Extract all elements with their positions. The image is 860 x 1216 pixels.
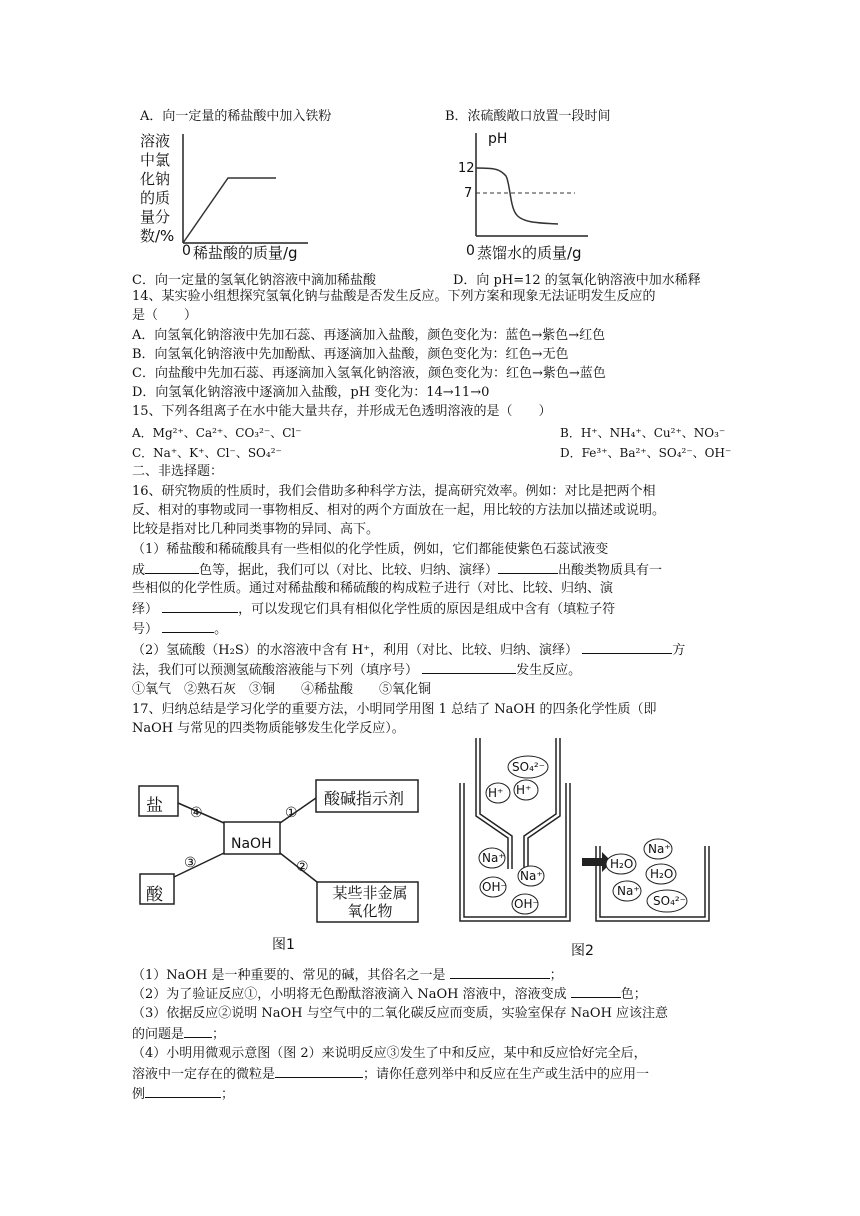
q16-options: ①氧气 ②熟石灰 ③铜 ④稀盐酸 ⑤氧化铜	[132, 682, 432, 697]
answer-blank[interactable]	[422, 661, 516, 674]
fig1-acid-label: 酸	[146, 885, 163, 905]
q17-sub3-line1: （3）依据反应②说明 NaOH 与空气中的二氧化碳反应而变质，实验室保存 NaOH 应该注意	[132, 1006, 669, 1021]
fig1-caption: 图1	[272, 937, 295, 953]
q14-stem-line2: 是（ ）	[132, 308, 198, 323]
q14-stem-line1: 14、某实验小组想探究氢氧化钠与盐酸是否发生反应。下列方案和现象无法证明发生反应的	[132, 289, 656, 304]
fig2-hydroxide-ion-2: OH⁻	[514, 897, 539, 911]
graph1-xlabel: 稀盐酸的质量/g	[193, 244, 298, 262]
fig1-indicator-label: 酸碱指示剂	[324, 789, 405, 808]
fig2-result-sodium-1: Na⁺	[648, 842, 671, 856]
fig2-result-water-2: H₂O	[650, 867, 674, 881]
fig1-naoh-label: NaOH	[231, 836, 272, 852]
fig2-sodium-ion-2: Na⁺	[520, 869, 543, 883]
q13-option-d: D．向 pH=12 的氢氧化钠溶液中加水稀释	[453, 273, 701, 288]
answer-blank[interactable]	[450, 966, 550, 979]
graph2-ylabel: pH	[488, 131, 508, 147]
q13-option-a: A．向一定量的稀盐酸中加入铁粉	[140, 109, 332, 124]
fig1-salt-label: 盐	[146, 796, 163, 816]
graph-ph-dilution	[470, 128, 590, 258]
q13-option-b: B．浓硫酸敞口放置一段时间	[445, 109, 611, 124]
answer-blank[interactable]	[162, 620, 214, 633]
fig2-sulfate-ion: SO₄²⁻	[512, 760, 546, 774]
fig2-caption: 图2	[571, 943, 594, 959]
q16-part1-line5: 号） 。	[132, 622, 228, 637]
answer-blank[interactable]	[145, 1085, 221, 1098]
q14-option-a: A．向氢氧化钠溶液中先加石蕊、再逐滴加入盐酸，颜色变化为：蓝色→紫色→红色	[132, 328, 606, 343]
q16-line3: 比较是指对比几种同类事物的异同、高下。	[132, 522, 380, 537]
q16-part1-line4: 绎） ，可以发现它们具有相似化学性质的原因是组成中含有（填粒子符	[132, 602, 616, 617]
answer-blank[interactable]	[571, 985, 621, 998]
graph2-origin: 0	[466, 243, 475, 259]
q15-option-c: C．Na⁺、K⁺、Cl⁻、SO₄²⁻	[132, 446, 282, 460]
q14-option-c: C．向盐酸中先加石蕊、再逐滴加入氢氧化钠溶液，颜色变化为：红色→紫色→蓝色	[132, 366, 606, 381]
fig1-num-4: ④	[190, 805, 203, 821]
fig2-hydrogen-ion-1: H⁺	[488, 786, 504, 800]
q17-sub2: （2）为了验证反应①，小明将无色酚酞溶液滴入 NaOH 溶液中，溶液变成 色；	[132, 987, 647, 1002]
q14-option-d: D．向氢氧化钠溶液中逐滴加入盐酸，pH 变化为：14→11→0	[132, 385, 490, 400]
q16-line1: 16、研究物质的性质时，我们会借助多种科学方法，提高研究效率。例如：对比是把两个相	[132, 484, 656, 499]
q17-sub4-line2: 溶液中一定存在的微粒是 ；请你任意列举中和反应在生产或生活中的应用一	[132, 1067, 650, 1082]
fig1-num-2: ②	[296, 859, 309, 875]
answer-blank[interactable]	[184, 1025, 212, 1038]
graph2-tick-7: 7	[464, 186, 473, 201]
graph2-tick-12: 12	[458, 161, 475, 176]
q15-option-d: D．Fe³⁺、Ba²⁺、SO₄²⁻、OH⁻	[560, 446, 732, 460]
q16-part2-line2: 法，我们可以预测氢硫酸溶液能与下列（填序号） 发生反应。	[132, 663, 582, 678]
q16-line2: 反、相对的事物或同一事物相反、相对的两个方面放在一起，用比较的方法加以描述或说明。	[132, 503, 666, 518]
q17-sub1: （1）NaOH 是一种重要的、常见的碱，其俗名之一是 ；	[132, 968, 563, 983]
fig2-sodium-ion-1: Na⁺	[482, 851, 505, 865]
fig2-hydrogen-ion-2: H⁺	[516, 783, 532, 797]
q17-sub3-line2: 的问题是 ；	[132, 1027, 226, 1042]
q17-sub4-line1: （4）小明用微观示意图（图 2）来说明反应③发生了中和反应，某中和反应恰好完全后，	[132, 1046, 647, 1061]
graph1-ylabel: 溶液 中氯 化钠 的质 量分 数/%	[140, 132, 175, 245]
answer-blank[interactable]	[498, 561, 558, 574]
fig2-hydroxide-ion-1: OH⁻	[482, 880, 507, 894]
q15-option-a: A．Mg²⁺、Ca²⁺、CO₃²⁻、Cl⁻	[132, 426, 302, 440]
q16-part1-line2: 成 色等，据此，我们可以（对比、比较、归纳、演绎） 出酸类物质具有一	[132, 563, 663, 578]
q16-part1-line1: （1）稀盐酸和稀硫酸具有一些相似的化学性质，例如，它们都能使紫色石蕊试液变	[132, 542, 609, 557]
fig2-result-sulfate: SO₄²⁻	[653, 894, 687, 908]
fig2-result-water-1: H₂O	[610, 857, 634, 871]
q16-part1-line3: 些相似的化学性质。通过对稀盐酸和稀硫酸的构成粒子进行（对比、比较、归纳、演	[132, 581, 614, 596]
graph2-xlabel: 蒸馏水的质量/g	[477, 244, 582, 262]
answer-blank[interactable]	[145, 561, 199, 574]
q15-stem: 15、下列各组离子在水中能大量共存，并形成无色透明溶液的是（ ）	[132, 404, 552, 419]
q16-part2-line1: （2）氢硫酸（H₂S）的水溶液中含有 H⁺，利用（对比、比较、归纳、演绎） 方	[132, 643, 686, 658]
q14-option-b: B．向氢氧化钠溶液中先加酚酞、再逐滴加入盐酸，颜色变化为：红色→无色	[132, 347, 569, 362]
fig1-num-3: ③	[184, 855, 197, 871]
q13-option-c: C．向一定量的氢氧化钠溶液中滴加稀盐酸	[132, 273, 376, 288]
answer-blank[interactable]	[582, 641, 672, 654]
q15-option-b: B．H⁺、NH₄⁺、Cu²⁺、NO₃⁻	[560, 426, 726, 440]
q17-sub4-line3: 例 ；	[132, 1087, 235, 1102]
answer-blank[interactable]	[275, 1065, 363, 1078]
fig1-oxide-label: 某些非金属 氧化物	[332, 884, 408, 920]
answer-blank[interactable]	[162, 600, 238, 613]
graph1-origin: 0	[182, 243, 191, 259]
section-heading: 二、非选择题：	[132, 464, 224, 479]
q17-line1: 17、归纳总结是学习化学的重要方法，小明同学用图 1 总结了 NaOH 的四条化学性质（即	[132, 702, 657, 717]
q17-line2: NaOH 与常见的四类物质能够发生化学反应）。	[132, 721, 405, 736]
fig1-num-1: ①	[285, 805, 298, 821]
fig2-result-sodium-2: Na⁺	[617, 884, 640, 898]
